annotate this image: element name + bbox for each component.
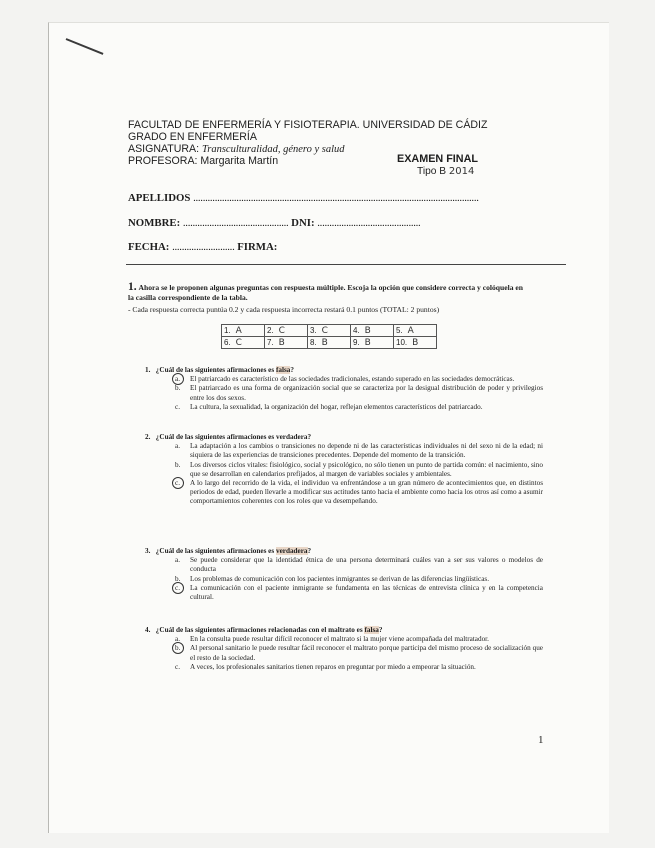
professor-line: PROFESORA: Margarita Martín (128, 155, 279, 167)
exam-title: EXAMEN FINAL (397, 153, 478, 165)
highlight: falsa (275, 366, 291, 374)
answer-cell[interactable]: 1. A (222, 325, 265, 337)
handwritten-answer: C (321, 325, 328, 336)
nombre-dni-field[interactable] (128, 217, 420, 229)
section-number: 1. (128, 281, 137, 293)
nombre-label: NOMBRE: (128, 217, 181, 229)
answer-cell[interactable]: 10. B (394, 337, 437, 349)
option-c[interactable]: c. A veces, los profesionales sanitarios tienen reparos en preguntar por miedo a empeorar la situación. (175, 662, 476, 671)
scoring-note: - Cada respuesta correcta puntúa 0.2 y cada respuesta incorrecta restará 0.1 puntos (TOTAL: 2 puntos) (128, 305, 440, 314)
question-stem: 3. ¿Cuál de las siguientes afirmaciones es verdadera? (145, 547, 312, 555)
option-c[interactable]: c. La comunicación con el paciente inmigrante se fundamenta en las técnicas de entrevista clínica y en la competencia cultural. (145, 584, 543, 602)
answer-row (222, 337, 437, 349)
fecha-blank[interactable]: .......................... (172, 241, 235, 253)
option-c[interactable]: c. La cultura, la sexualidad, la organización del hogar, reflejan elementos característicos del patriarcado. (175, 402, 483, 411)
option-a[interactable]: a. Se puede considerar que la identidad étnica de una persona determinará cuáles van a ser sus valores o modelos de conducta (175, 556, 543, 574)
question-4 (145, 626, 543, 672)
handwritten-answer: B (364, 325, 371, 336)
option-b[interactable]: b. El patriarcado es una forma de organización social que se caracteriza por la desigual distribución de poder y privilegios entre los dos sexos. (175, 384, 543, 402)
answer-cell[interactable]: 4. B (351, 325, 394, 337)
handwritten-answer: C (278, 325, 285, 336)
option-a[interactable]: a. El patriarcado es característico de las sociedades tradicionales, estando superado en las sociedades democráticas. (145, 375, 543, 384)
highlight: falsa (364, 626, 379, 634)
handwritten-answer: A (235, 325, 242, 336)
answer-cell[interactable]: 3. C (308, 325, 351, 337)
subject-label: ASIGNATURA: (128, 143, 200, 155)
answer-table (221, 324, 437, 349)
question-2 (145, 433, 543, 507)
exam-year-handwritten: 2014 (448, 166, 475, 177)
handwritten-answer: A (407, 325, 414, 336)
faculty-line: FACULTAD DE ENFERMERÍA Y FISIOTERAPIA. UNIVERSIDAD DE CÁDIZ (128, 119, 488, 131)
answer-cell[interactable]: 5. A (394, 325, 437, 337)
answer-row (222, 325, 437, 337)
highlight: verdadera (275, 547, 308, 555)
option-b[interactable]: b. Los diversos ciclos vitales: fisiológico, social y psicológico, no sólo tienen un punto de partida común: el nacimiento, sino que se desarrollan en calendarios prefijados, al margen de variables sociales y ambientales. (175, 460, 543, 478)
page-number: 1 (538, 734, 544, 746)
fecha-label: FECHA: (128, 241, 170, 253)
question-3 (145, 547, 543, 602)
dni-blank[interactable]: ........................................... (317, 217, 421, 229)
handwritten-answer: C (235, 337, 242, 348)
question-1 (145, 366, 543, 412)
question-stem: 4. ¿Cuál de las siguientes afirmaciones relacionadas con el maltrato es falsa? (145, 626, 383, 634)
answer-cell[interactable]: 8. B (308, 337, 351, 349)
subject-name: Transculturalidad, género y salud (201, 144, 345, 155)
exam-type-label: Tipo B (417, 166, 447, 177)
firma-label: FIRMA: (237, 241, 278, 253)
handwritten-answer: B (278, 337, 285, 348)
apellidos-field[interactable] (128, 192, 479, 204)
handwritten-answer: B (412, 337, 419, 348)
question-stem: 1. ¿Cuál de las siguientes afirmaciones es falsa? (145, 366, 294, 374)
dni-label: DNI: (291, 217, 315, 229)
apellidos-label: APELLIDOS (128, 192, 191, 204)
answer-cell[interactable]: 9. B (351, 337, 394, 349)
answer-cell[interactable]: 2. C (265, 325, 308, 337)
option-a[interactable]: a. En la consulta puede resultar difícil reconocer el maltrato si la mujer viene acompañada del maltratador. (175, 635, 489, 644)
option-a[interactable]: a. La adaptación a los cambios o transiciones no depende ni de las características individuales ni del sexo ni de la edad; ni siquiera de las experiencias de transiciones precedentes. Depende del momento de la transición. (175, 442, 543, 460)
option-b[interactable]: b. Los problemas de comunicación con los pacientes inmigrantes se derivan de las diferencias lingüísticas. (175, 574, 489, 583)
option-b[interactable]: b. Al personal sanitario le puede resultar fácil reconocer el maltrato porque participa del mismo proceso de socialización que el resto de la sociedad. (145, 644, 543, 662)
instructions-text: Ahora se le proponen algunas preguntas con respuesta múltiple. Escoja la opción que considere correcta y colóquela en la casilla correspondiente de la tabla. (128, 283, 524, 302)
degree-line: GRADO EN ENFERMERÍA (128, 131, 257, 143)
nombre-blank[interactable]: ............................................ (182, 217, 289, 229)
exam-type (417, 166, 474, 177)
apellidos-blank[interactable]: ....................................................................................................................... (193, 192, 479, 204)
answer-cell[interactable]: 7. B (265, 337, 308, 349)
header-divider (126, 264, 566, 265)
question-stem: 2. ¿Cuál de las siguientes afirmaciones es verdadera? (145, 433, 312, 441)
answer-cell[interactable]: 6. C (222, 337, 265, 349)
handwritten-answer: B (364, 337, 371, 348)
handwritten-answer: B (321, 337, 328, 348)
fecha-firma-field[interactable] (128, 241, 277, 253)
option-c[interactable]: c. A lo largo del recorrido de la vida, el individuo va enfrentándose a un gran número de acontecimientos que, en distintos periodos de edad, pueden llevarle a modificar sus actitudes tanto hacia el ambiente como hacia los otros así como a asumir comportamientos coherentes con los roles que va desempeñando. (145, 479, 543, 507)
instructions (128, 282, 528, 303)
